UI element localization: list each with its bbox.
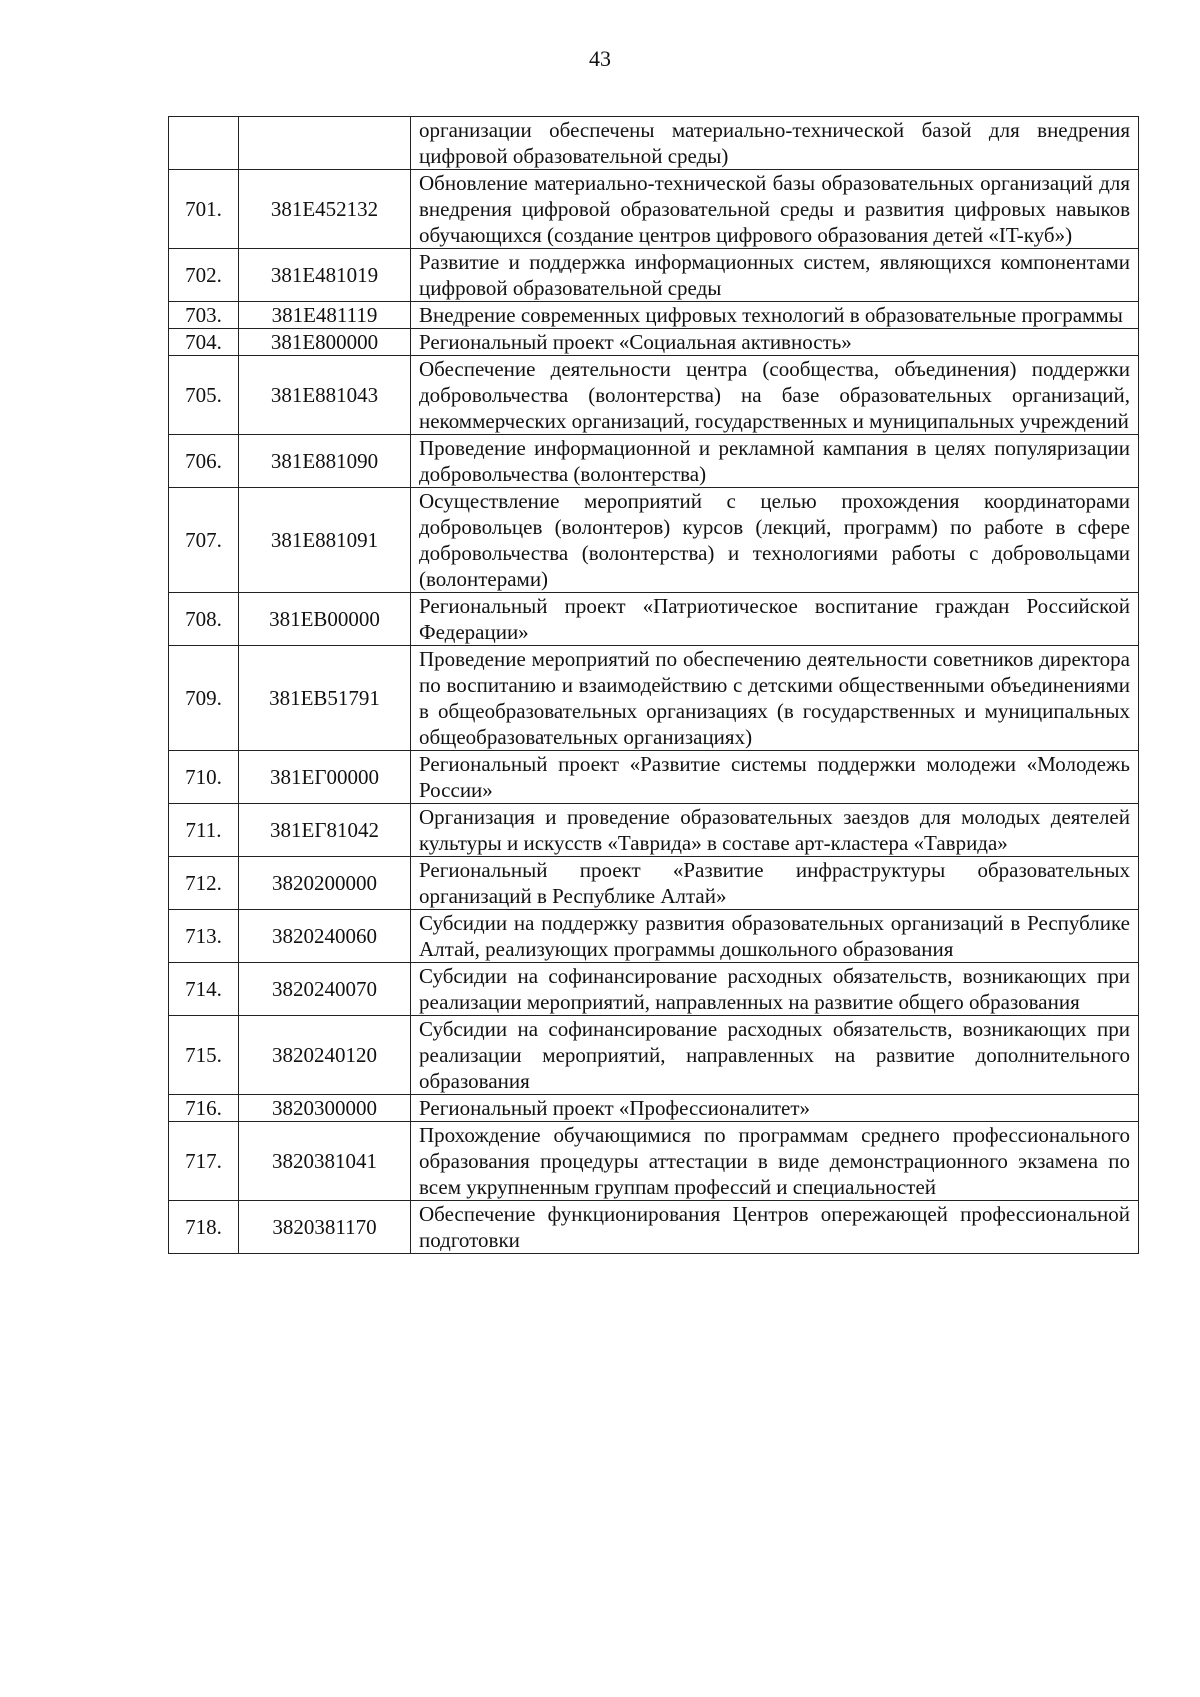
row-code: 3820381170: [239, 1201, 411, 1254]
row-number: 715.: [169, 1016, 239, 1095]
row-code: 381E881091: [239, 488, 411, 593]
row-code: [239, 117, 411, 170]
row-number: [169, 117, 239, 170]
table-row: [169, 1016, 1139, 1095]
row-description: Осуществление мероприятий с целью прохождения координаторами добровольцев (волонтеров) курсов (лекций, программ) по работе в сфере добровольчества (волонтерства) и технологиями работы с добровольцами (волонтерами): [411, 488, 1139, 593]
row-number: 701.: [169, 170, 239, 249]
row-description: Региональный проект «Патриотическое воспитание граждан Российской Федерации»: [411, 593, 1139, 646]
row-code: 3820240070: [239, 963, 411, 1016]
row-description: Региональный проект «Развитие инфраструктуры образовательных организаций в Республике Алтай»: [411, 857, 1139, 910]
row-code: 3820300000: [239, 1095, 411, 1122]
row-number: 702.: [169, 249, 239, 302]
row-code: 381EB51791: [239, 646, 411, 751]
table-row: [169, 170, 1139, 249]
table-row: [169, 646, 1139, 751]
table-row: [169, 593, 1139, 646]
row-code: 381EГ81042: [239, 804, 411, 857]
row-description: Субсидии на софинансирование расходных обязательств, возникающих при реализации мероприятий, направленных на развитие общего образования: [411, 963, 1139, 1016]
row-number: 706.: [169, 435, 239, 488]
row-description: Обеспечение деятельности центра (сообщества, объединения) поддержки добровольчества (волонтерства) на базе образовательных организаций, некоммерческих организаций, государственных и муниципальных учреждений: [411, 356, 1139, 435]
row-number: 712.: [169, 857, 239, 910]
table-row: [169, 249, 1139, 302]
row-code: 381E481119: [239, 302, 411, 329]
row-description: Проведение мероприятий по обеспечению деятельности советников директора по воспитанию и взаимодействию с детскими общественными объединениями в общеобразовательных организациях (в государственных и муниципальных общеобразовательных организациях): [411, 646, 1139, 751]
row-number: 704.: [169, 329, 239, 356]
row-description: Прохождение обучающимися по программам среднего профессионального образования процедуры аттестации в виде демонстрационного экзамена по всем укрупненным группам профессий и специальностей: [411, 1122, 1139, 1201]
row-number: 708.: [169, 593, 239, 646]
table-row: [169, 1201, 1139, 1254]
row-description: Региональный проект «Профессионалитет»: [411, 1095, 1139, 1122]
row-code: 381EB00000: [239, 593, 411, 646]
table-row: [169, 963, 1139, 1016]
row-code: 3820240060: [239, 910, 411, 963]
row-code: 3820200000: [239, 857, 411, 910]
row-description: Субсидии на софинансирование расходных обязательств, возникающих при реализации мероприятий, направленных на развитие дополнительного образования: [411, 1016, 1139, 1095]
page-number: 43: [589, 46, 611, 71]
row-code: 3820381041: [239, 1122, 411, 1201]
table-row: [169, 910, 1139, 963]
row-description: Региональный проект «Социальная активность»: [411, 329, 1139, 356]
table-row: [169, 1095, 1139, 1122]
table-row: [169, 1122, 1139, 1201]
row-description: Проведение информационной и рекламной кампания в целях популяризации добровольчества (волонтерства): [411, 435, 1139, 488]
row-code: 381E800000: [239, 329, 411, 356]
row-description: Субсидии на поддержку развития образовательных организаций в Республике Алтай, реализующих программы дошкольного образования: [411, 910, 1139, 963]
row-code: 381E881043: [239, 356, 411, 435]
row-number: 705.: [169, 356, 239, 435]
table-row: [169, 857, 1139, 910]
table-row: [169, 488, 1139, 593]
row-number: 703.: [169, 302, 239, 329]
row-code: 3820240120: [239, 1016, 411, 1095]
row-number: 707.: [169, 488, 239, 593]
table-row: [169, 117, 1139, 170]
row-description: Региональный проект «Развитие системы поддержки молодежи «Молодежь России»: [411, 751, 1139, 804]
table-row: [169, 435, 1139, 488]
row-description: Внедрение современных цифровых технологий в образовательные программы: [411, 302, 1139, 329]
row-number: 718.: [169, 1201, 239, 1254]
row-code: 381E481019: [239, 249, 411, 302]
row-number: 717.: [169, 1122, 239, 1201]
budget-codes-table: [168, 116, 1139, 1254]
table-row: [169, 751, 1139, 804]
table-row: [169, 356, 1139, 435]
row-number: 710.: [169, 751, 239, 804]
table-row: [169, 302, 1139, 329]
table-row: [169, 329, 1139, 356]
table-row: [169, 804, 1139, 857]
row-description: Обновление материально-технической базы образовательных организаций для внедрения цифровой образовательной среды и развития цифровых навыков обучающихся (создание центров цифрового образования детей «IT-куб»): [411, 170, 1139, 249]
row-number: 709.: [169, 646, 239, 751]
row-code: 381E881090: [239, 435, 411, 488]
row-description: организации обеспечены материально-технической базой для внедрения цифровой образовательной среды): [411, 117, 1139, 170]
row-number: 714.: [169, 963, 239, 1016]
row-code: 381E452132: [239, 170, 411, 249]
row-number: 711.: [169, 804, 239, 857]
row-description: Организация и проведение образовательных заездов для молодых деятелей культуры и искусств «Таврида» в составе арт-кластера «Таврида»: [411, 804, 1139, 857]
row-description: Развитие и поддержка информационных систем, являющихся компонентами цифровой образовательной среды: [411, 249, 1139, 302]
row-number: 713.: [169, 910, 239, 963]
row-number: 716.: [169, 1095, 239, 1122]
row-description: Обеспечение функционирования Центров опережающей профессиональной подготовки: [411, 1201, 1139, 1254]
row-code: 381EГ00000: [239, 751, 411, 804]
